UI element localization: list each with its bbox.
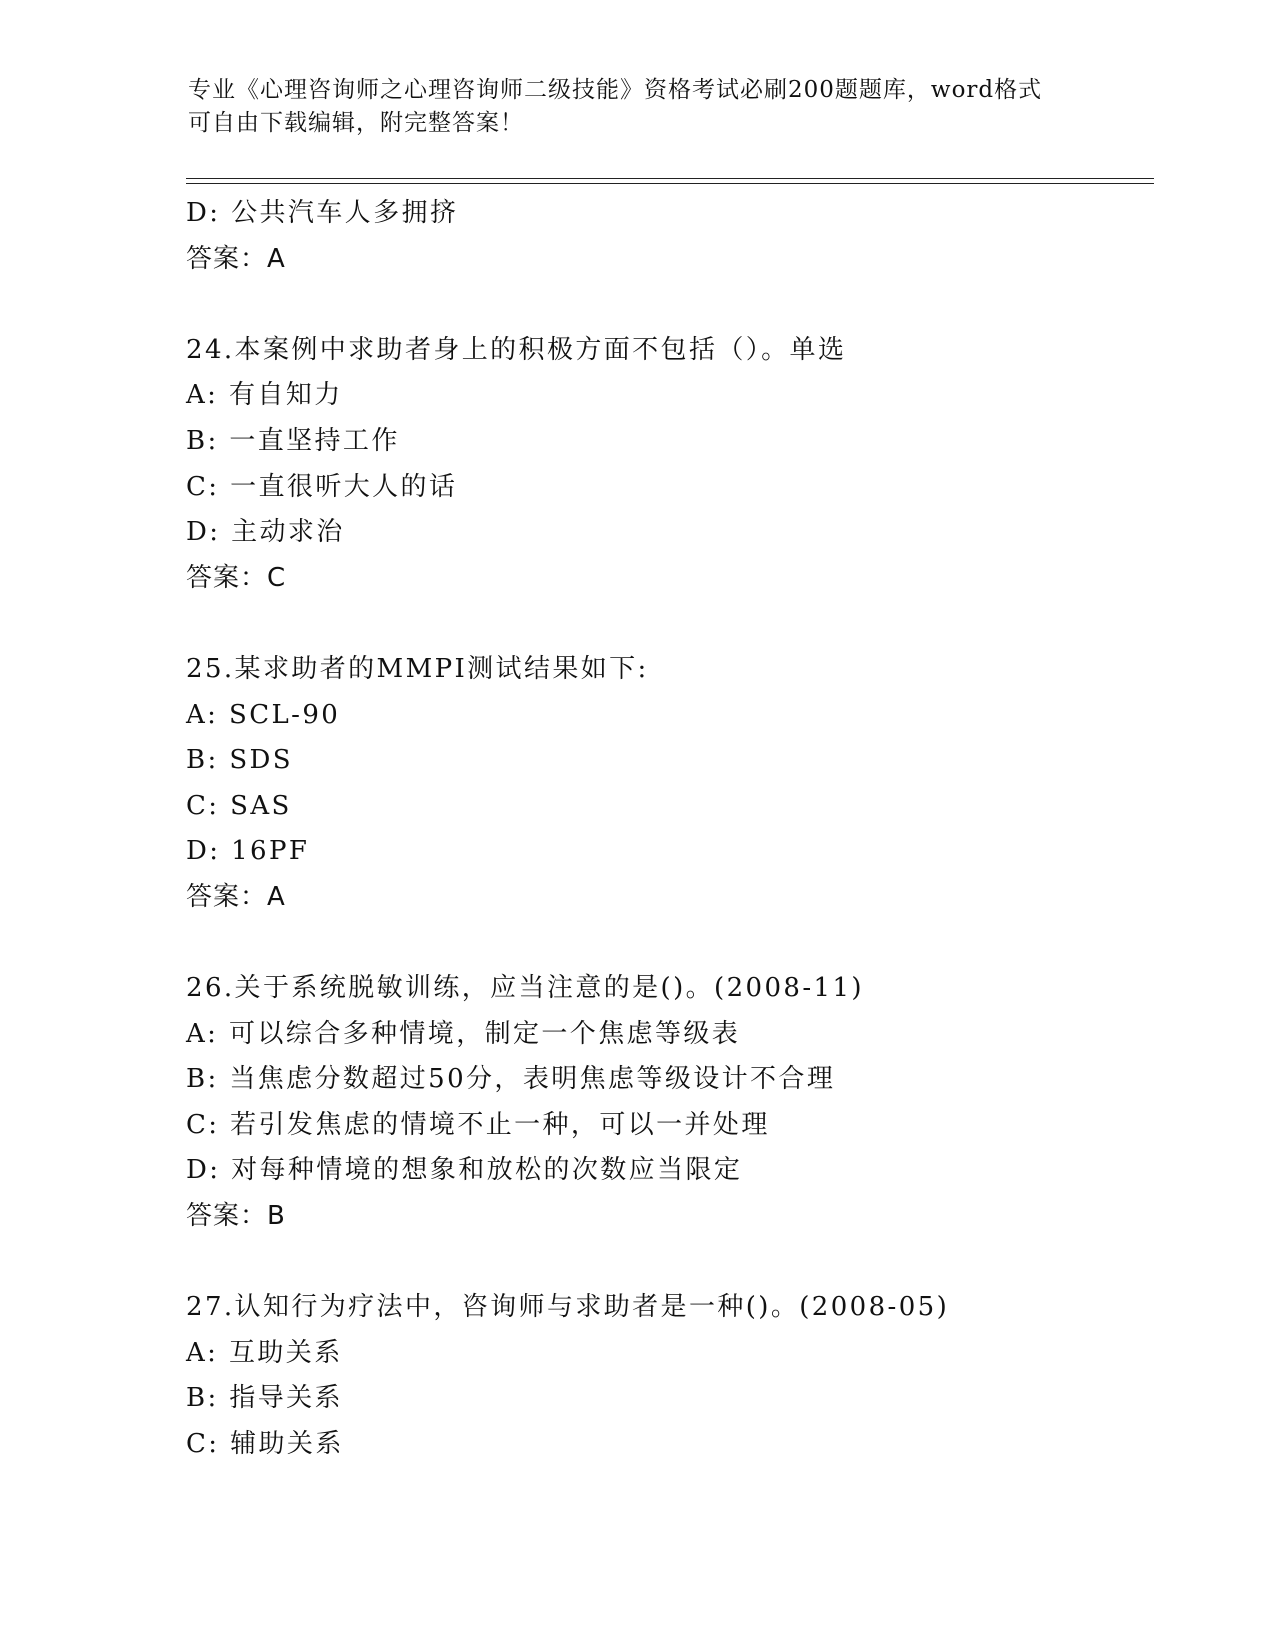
option-a: A: SCL-90 <box>186 699 341 730</box>
option-b: B: 指导关系 <box>186 1383 343 1414</box>
option-b: B: 一直坚持工作 <box>186 425 400 456</box>
header-title-line-1: 专业《心理咨询师之心理咨询师二级技能》资格考试必刷200题题库，word格式 <box>188 77 1043 103</box>
header-divider-bottom <box>186 183 1154 184</box>
answer-line: 答案：A <box>186 243 286 274</box>
question-stem: 27.认知行为疗法中，咨询师与求助者是一种()。(2008-05) <box>186 1292 950 1323</box>
question-23-tail <box>186 191 1146 282</box>
question-list <box>186 191 1146 1468</box>
header-title-line-2: 可自由下载编辑，附完整答案！ <box>188 110 524 136</box>
question-stem: 24.本案例中求助者身上的积极方面不包括（）。单选 <box>186 334 847 365</box>
answer-line: 答案：B <box>186 1201 286 1232</box>
question-stem: 25.某求助者的MMPI测试结果如下: <box>186 653 649 684</box>
question-27 <box>186 1285 1146 1467</box>
option-b: B: SDS <box>186 745 293 776</box>
question-24 <box>186 328 1146 602</box>
option-b: B: 当焦虑分数超过50分，表明焦虑等级设计不合理 <box>186 1064 836 1095</box>
option-d: D: 对每种情境的想象和放松的次数应当限定 <box>186 1155 743 1186</box>
option-d: D: 公共汽车人多拥挤 <box>186 198 459 228</box>
spacer <box>186 601 1146 647</box>
option-c: C: 辅助关系 <box>186 1429 344 1460</box>
header-divider-top <box>186 178 1154 179</box>
option-c: C: 一直很听大人的话 <box>186 471 458 502</box>
spacer <box>186 921 1146 967</box>
answer-line: 答案：C <box>186 562 287 593</box>
answer-line: 答案：A <box>186 881 286 912</box>
spacer <box>186 1240 1146 1286</box>
question-25 <box>186 647 1146 921</box>
document-header <box>188 74 1088 140</box>
option-a: A: 可以综合多种情境，制定一个焦虑等级表 <box>186 1018 741 1049</box>
spacer <box>186 282 1146 328</box>
question-stem: 26.关于系统脱敏训练，应当注意的是()。(2008-11) <box>186 973 864 1004</box>
option-d: D: 主动求治 <box>186 517 345 548</box>
option-c: C: 若引发焦虑的情境不止一种，可以一并处理 <box>186 1109 770 1140</box>
option-d: D: 16PF <box>186 836 310 867</box>
option-c: C: SAS <box>186 790 292 821</box>
option-a: A: 有自知力 <box>186 380 343 411</box>
option-a: A: 互助关系 <box>186 1337 343 1368</box>
question-26 <box>186 966 1146 1240</box>
